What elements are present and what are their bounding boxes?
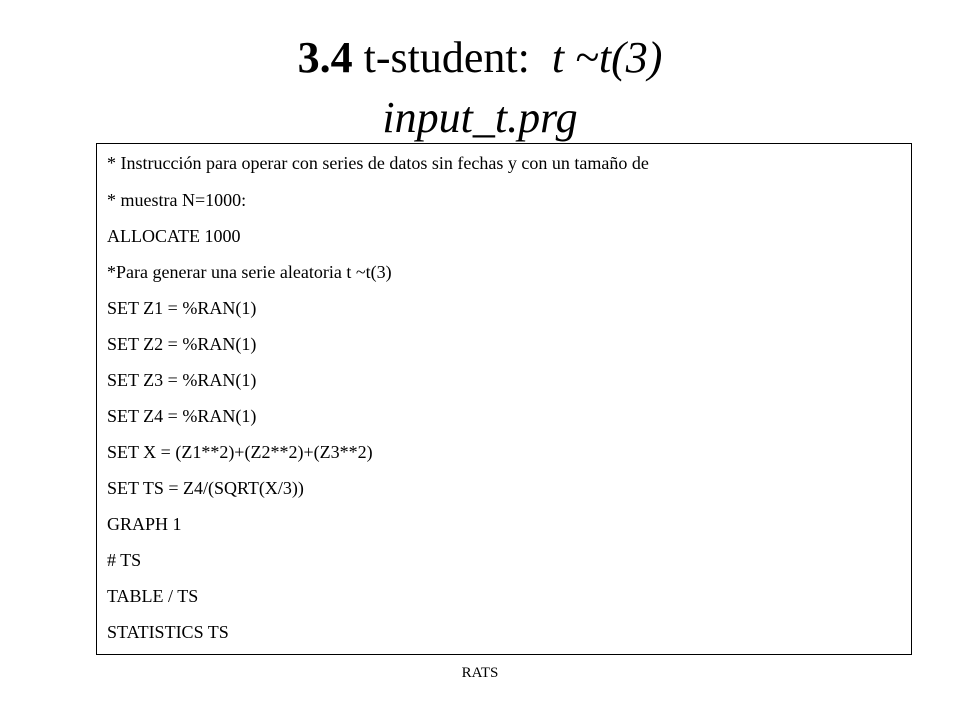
slide-subtitle-filename: input_t.prg <box>382 93 578 142</box>
code-line: *Para generar una serie aleatoria t ~t(3) <box>107 262 392 282</box>
code-line: STATISTICS TS <box>107 622 229 642</box>
code-line: ALLOCATE 1000 <box>107 226 241 246</box>
code-line: # TS <box>107 550 142 570</box>
section-number: 3.4 <box>297 33 353 82</box>
code-line: SET Z3 = %RAN(1) <box>107 370 257 390</box>
code-listing-box <box>96 143 912 655</box>
code-line: * Instrucción para operar con series de datos sin fechas y con un tamaño de <box>107 153 649 173</box>
code-line: TABLE / TS <box>107 586 199 606</box>
code-line: SET Z2 = %RAN(1) <box>107 334 257 354</box>
code-line: SET Z1 = %RAN(1) <box>107 298 257 318</box>
title-text: t-student: <box>352 33 552 82</box>
code-line: GRAPH 1 <box>107 514 182 534</box>
code-line: SET Z4 = %RAN(1) <box>107 406 257 426</box>
footer-label: RATS <box>461 665 499 681</box>
code-line: SET X = (Z1**2)+(Z2**2)+(Z3**2) <box>107 442 373 462</box>
code-line: * muestra N=1000: <box>107 190 247 210</box>
code-line: SET TS = Z4/(SQRT(X/3)) <box>107 478 304 498</box>
title-distribution: t ~t(3) <box>551 33 663 82</box>
slide-title <box>0 30 960 86</box>
